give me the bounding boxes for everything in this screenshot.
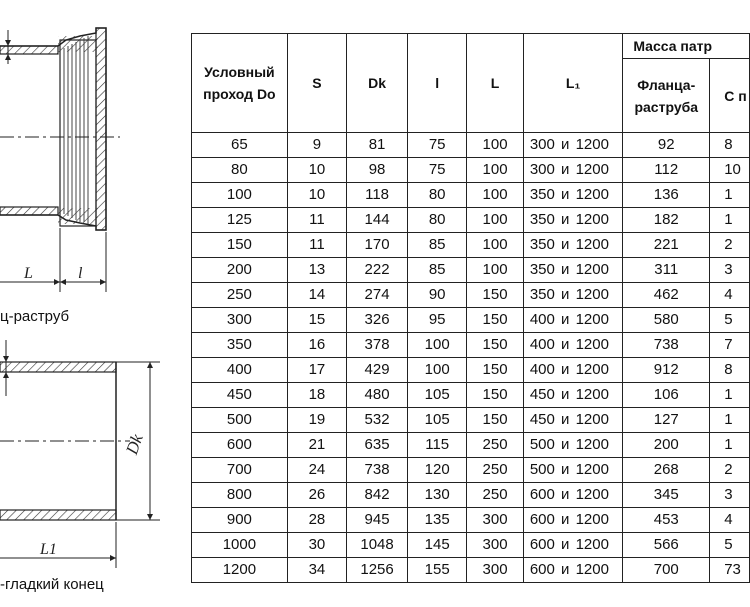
cell-l-small: 145: [408, 533, 467, 558]
table-row: [192, 183, 750, 208]
header-flange-socket: [623, 59, 710, 133]
dimension-label-dk: Dk: [122, 431, 147, 457]
table-row: [192, 483, 750, 508]
cell-flange-socket: 700: [623, 558, 710, 583]
cell-l1: 350 и 1200: [523, 233, 622, 258]
header-l1: L₁: [523, 34, 622, 133]
cell-col8: 3: [710, 483, 750, 508]
cell-do: 800: [192, 483, 288, 508]
cell-l1: 600 и 1200: [523, 508, 622, 533]
cell-s: 14: [287, 283, 346, 308]
cell-flange-socket: 106: [623, 383, 710, 408]
cell-do: 500: [192, 408, 288, 433]
cell-col8: 2: [710, 233, 750, 258]
cell-l1: 450 и 1200: [523, 408, 622, 433]
cell-s: 9: [287, 133, 346, 158]
pipe-technical-drawing: [0, 0, 190, 607]
cell-col8: 2: [710, 458, 750, 483]
cell-dk: 1256: [347, 558, 408, 583]
table-row: [192, 433, 750, 458]
cell-l-small: 85: [408, 258, 467, 283]
cell-l-small: 135: [408, 508, 467, 533]
cell-s: 15: [287, 308, 346, 333]
cell-l1: 400 и 1200: [523, 333, 622, 358]
cell-do: 80: [192, 158, 288, 183]
cell-l-large: 300: [467, 508, 524, 533]
cell-dk: 378: [347, 333, 408, 358]
header-nominal-bore-label: Условный проход Do: [203, 64, 276, 102]
header-s: S: [287, 34, 346, 133]
cell-flange-socket: 92: [623, 133, 710, 158]
table-row: [192, 558, 750, 583]
cell-dk: 326: [347, 308, 408, 333]
cell-col8: 1: [710, 183, 750, 208]
cell-flange-socket: 127: [623, 408, 710, 433]
table-row: [192, 358, 750, 383]
cell-s: 18: [287, 383, 346, 408]
cell-l-small: 80: [408, 208, 467, 233]
cell-l-small: 75: [408, 133, 467, 158]
cell-l1: 350 и 1200: [523, 183, 622, 208]
header-l-large: L: [467, 34, 524, 133]
cell-do: 1200: [192, 558, 288, 583]
cell-flange-socket: 912: [623, 358, 710, 383]
cell-do: 400: [192, 358, 288, 383]
cell-l-large: 150: [467, 333, 524, 358]
cell-do: 125: [192, 208, 288, 233]
cell-l1: 600 и 1200: [523, 558, 622, 583]
cell-l-small: 105: [408, 408, 467, 433]
table-body: [192, 133, 750, 583]
table-row: [192, 333, 750, 358]
cell-l1: 300 и 1200: [523, 158, 622, 183]
cell-s: 17: [287, 358, 346, 383]
cell-do: 600: [192, 433, 288, 458]
cell-l-small: 105: [408, 383, 467, 408]
cell-s: 28: [287, 508, 346, 533]
cell-l-large: 300: [467, 533, 524, 558]
cell-flange-socket: 182: [623, 208, 710, 233]
cell-col8: 8: [710, 133, 750, 158]
cell-l1: 400 и 1200: [523, 358, 622, 383]
cell-dk: 118: [347, 183, 408, 208]
cell-col8: 8: [710, 358, 750, 383]
table-row: [192, 208, 750, 233]
cell-l1: 400 и 1200: [523, 308, 622, 333]
dimension-label-l: l: [78, 265, 83, 282]
cell-l-large: 150: [467, 408, 524, 433]
cell-l1: 600 и 1200: [523, 533, 622, 558]
cell-flange-socket: 311: [623, 258, 710, 283]
cell-l1: 500 и 1200: [523, 433, 622, 458]
cell-dk: 222: [347, 258, 408, 283]
cell-l-small: 120: [408, 458, 467, 483]
cell-dk: 81: [347, 133, 408, 158]
cell-flange-socket: 112: [623, 158, 710, 183]
cell-l-small: 90: [408, 283, 467, 308]
cell-s: 19: [287, 408, 346, 433]
cell-dk: 635: [347, 433, 408, 458]
cell-s: 30: [287, 533, 346, 558]
header-nominal-bore: [192, 34, 288, 133]
cell-dk: 1048: [347, 533, 408, 558]
table-row: [192, 408, 750, 433]
table-row: [192, 508, 750, 533]
cell-dk: 170: [347, 233, 408, 258]
cell-flange-socket: 221: [623, 233, 710, 258]
cell-l-large: 250: [467, 458, 524, 483]
cell-do: 250: [192, 283, 288, 308]
cell-l1: 350 и 1200: [523, 208, 622, 233]
cell-dk: 842: [347, 483, 408, 508]
cell-dk: 429: [347, 358, 408, 383]
cell-do: 900: [192, 508, 288, 533]
cell-s: 24: [287, 458, 346, 483]
table-row: [192, 308, 750, 333]
cell-do: 1000: [192, 533, 288, 558]
cell-l-large: 150: [467, 383, 524, 408]
cell-do: 150: [192, 233, 288, 258]
cell-flange-socket: 580: [623, 308, 710, 333]
cell-dk: 144: [347, 208, 408, 233]
table-row: [192, 458, 750, 483]
cell-col8: 1: [710, 408, 750, 433]
dimension-label-L: L: [24, 265, 33, 282]
cell-l-large: 250: [467, 483, 524, 508]
header-dk: Dk: [347, 34, 408, 133]
cell-do: 300: [192, 308, 288, 333]
cell-s: 21: [287, 433, 346, 458]
header-mass-group: Масса патр: [623, 34, 750, 59]
cell-col8: 5: [710, 533, 750, 558]
cell-l-small: 85: [408, 233, 467, 258]
cell-l-large: 250: [467, 433, 524, 458]
cell-l-large: 100: [467, 183, 524, 208]
cell-flange-socket: 136: [623, 183, 710, 208]
cell-l1: 450 и 1200: [523, 383, 622, 408]
table-row: [192, 533, 750, 558]
cell-col8: 5: [710, 308, 750, 333]
cell-col8: 1: [710, 433, 750, 458]
cell-l-small: 100: [408, 358, 467, 383]
cell-dk: 98: [347, 158, 408, 183]
cell-s: 26: [287, 483, 346, 508]
table-row: [192, 133, 750, 158]
cell-dk: 532: [347, 408, 408, 433]
cell-col8: 10: [710, 158, 750, 183]
cell-col8: 73: [710, 558, 750, 583]
cell-col8: 7: [710, 333, 750, 358]
table-row: [192, 258, 750, 283]
cell-flange-socket: 453: [623, 508, 710, 533]
cell-l-large: 100: [467, 133, 524, 158]
cell-flange-socket: 345: [623, 483, 710, 508]
cell-dk: 945: [347, 508, 408, 533]
table-row: [192, 158, 750, 183]
cell-col8: 4: [710, 508, 750, 533]
cell-do: 200: [192, 258, 288, 283]
cell-l1: 500 и 1200: [523, 458, 622, 483]
cell-l1: 600 и 1200: [523, 483, 622, 508]
table-row: [192, 233, 750, 258]
cell-l-large: 100: [467, 158, 524, 183]
cell-col8: 1: [710, 383, 750, 408]
dimension-label-l1: L1: [40, 541, 57, 558]
header-l-small: l: [408, 34, 467, 133]
cell-l-large: 100: [467, 233, 524, 258]
cell-flange-socket: 462: [623, 283, 710, 308]
cell-l-small: 100: [408, 333, 467, 358]
cell-s: 34: [287, 558, 346, 583]
cell-l-large: 150: [467, 283, 524, 308]
cell-do: 450: [192, 383, 288, 408]
dimensions-table: [191, 33, 750, 583]
caption-flange-socket: ц-раструб: [0, 308, 70, 325]
cell-flange-socket: 738: [623, 333, 710, 358]
cell-s: 11: [287, 233, 346, 258]
cell-col8: 1: [710, 208, 750, 233]
cell-l-small: 130: [408, 483, 467, 508]
cell-l-large: 100: [467, 208, 524, 233]
cell-s: 13: [287, 258, 346, 283]
header-col8-partial: С п: [710, 59, 750, 133]
cell-l-large: 100: [467, 258, 524, 283]
cell-do: 350: [192, 333, 288, 358]
cell-col8: 3: [710, 258, 750, 283]
cell-dk: 480: [347, 383, 408, 408]
cell-l1: 350 и 1200: [523, 258, 622, 283]
cell-l-small: 75: [408, 158, 467, 183]
cell-l-small: 95: [408, 308, 467, 333]
flange-socket-drawing: [0, 28, 120, 292]
cell-l-large: 300: [467, 558, 524, 583]
cell-col8: 4: [710, 283, 750, 308]
plain-end-drawing: [0, 340, 160, 568]
caption-plain-end: -гладкий конец: [0, 576, 104, 593]
table-row: [192, 283, 750, 308]
cell-s: 10: [287, 158, 346, 183]
cell-dk: 738: [347, 458, 408, 483]
cell-do: 65: [192, 133, 288, 158]
cell-flange-socket: 566: [623, 533, 710, 558]
cell-flange-socket: 200: [623, 433, 710, 458]
cell-do: 700: [192, 458, 288, 483]
cell-s: 11: [287, 208, 346, 233]
cell-l-large: 150: [467, 358, 524, 383]
cell-l-large: 150: [467, 308, 524, 333]
table-row: [192, 383, 750, 408]
cell-l1: 300 и 1200: [523, 133, 622, 158]
cell-l-small: 115: [408, 433, 467, 458]
cell-dk: 274: [347, 283, 408, 308]
cell-s: 16: [287, 333, 346, 358]
cell-l-small: 155: [408, 558, 467, 583]
cell-flange-socket: 268: [623, 458, 710, 483]
header-flange-socket-label: Фланца-раструба: [634, 76, 699, 115]
cell-s: 10: [287, 183, 346, 208]
cell-do: 100: [192, 183, 288, 208]
cell-l-small: 80: [408, 183, 467, 208]
cell-l1: 350 и 1200: [523, 283, 622, 308]
